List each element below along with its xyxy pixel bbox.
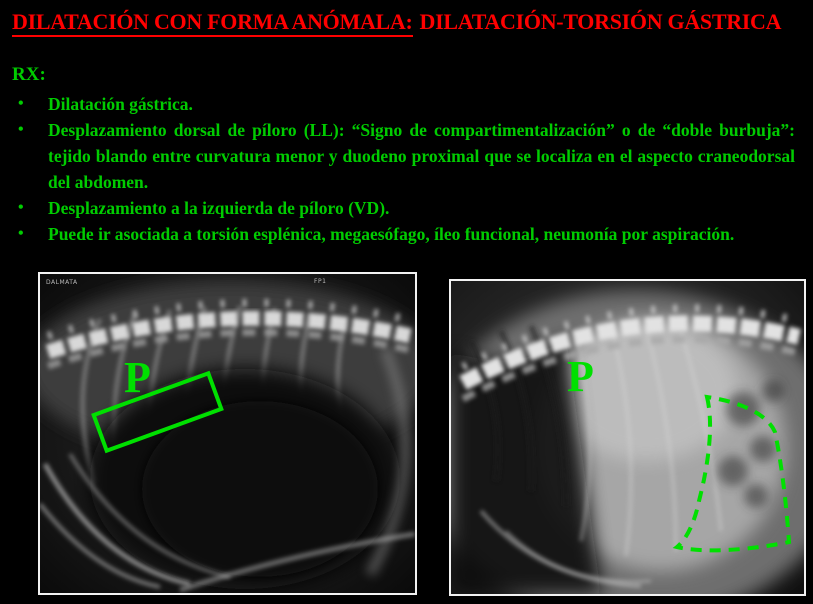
right-xray-image — [451, 281, 804, 594]
bullet-icon: • — [18, 121, 24, 138]
bullet-icon: • — [18, 199, 24, 216]
pylorus-letter: P — [567, 352, 594, 401]
left-radiograph-lateral — [38, 272, 417, 595]
bullet-icon: • — [18, 95, 24, 112]
bullet-item — [12, 221, 801, 247]
bullet-item — [12, 195, 801, 221]
rx-heading: RX: — [12, 64, 46, 85]
film-marker-label: FP1 — [314, 278, 327, 285]
patient-label: DALMATA — [46, 279, 78, 286]
bullet-list — [12, 91, 801, 247]
bullet-text: Dilatación gástrica. — [48, 94, 193, 114]
slide-title-underlined: DILATACIÓN CON FORMA ANÓMALA: — [12, 9, 413, 37]
pylorus-letter: P — [124, 353, 151, 402]
xray-artwork — [40, 274, 415, 593]
bullet-item — [12, 91, 801, 117]
slide-title — [12, 9, 781, 35]
slide-title-rest: DILATACIÓN-TORSIÓN GÁSTRICA — [419, 9, 782, 34]
bullet-item — [12, 117, 801, 195]
bullet-icon: • — [18, 225, 24, 242]
right-radiograph-lateral — [449, 279, 806, 596]
left-xray-image — [40, 274, 415, 593]
bullet-text: Desplazamiento dorsal de píloro (LL): “Signo de compartimentalización” o de “doble burbuja”: tejido blando entre curvatura menor y duodeno proximal que se localiza en el aspecto craneodorsal del abdomen. — [48, 120, 795, 192]
bullet-text: Puede ir asociada a torsión esplénica, megaesófago, íleo funcional, neumonía por aspiración. — [48, 224, 735, 244]
bullet-text: Desplazamiento a la izquierda de píloro (VD). — [48, 198, 390, 218]
